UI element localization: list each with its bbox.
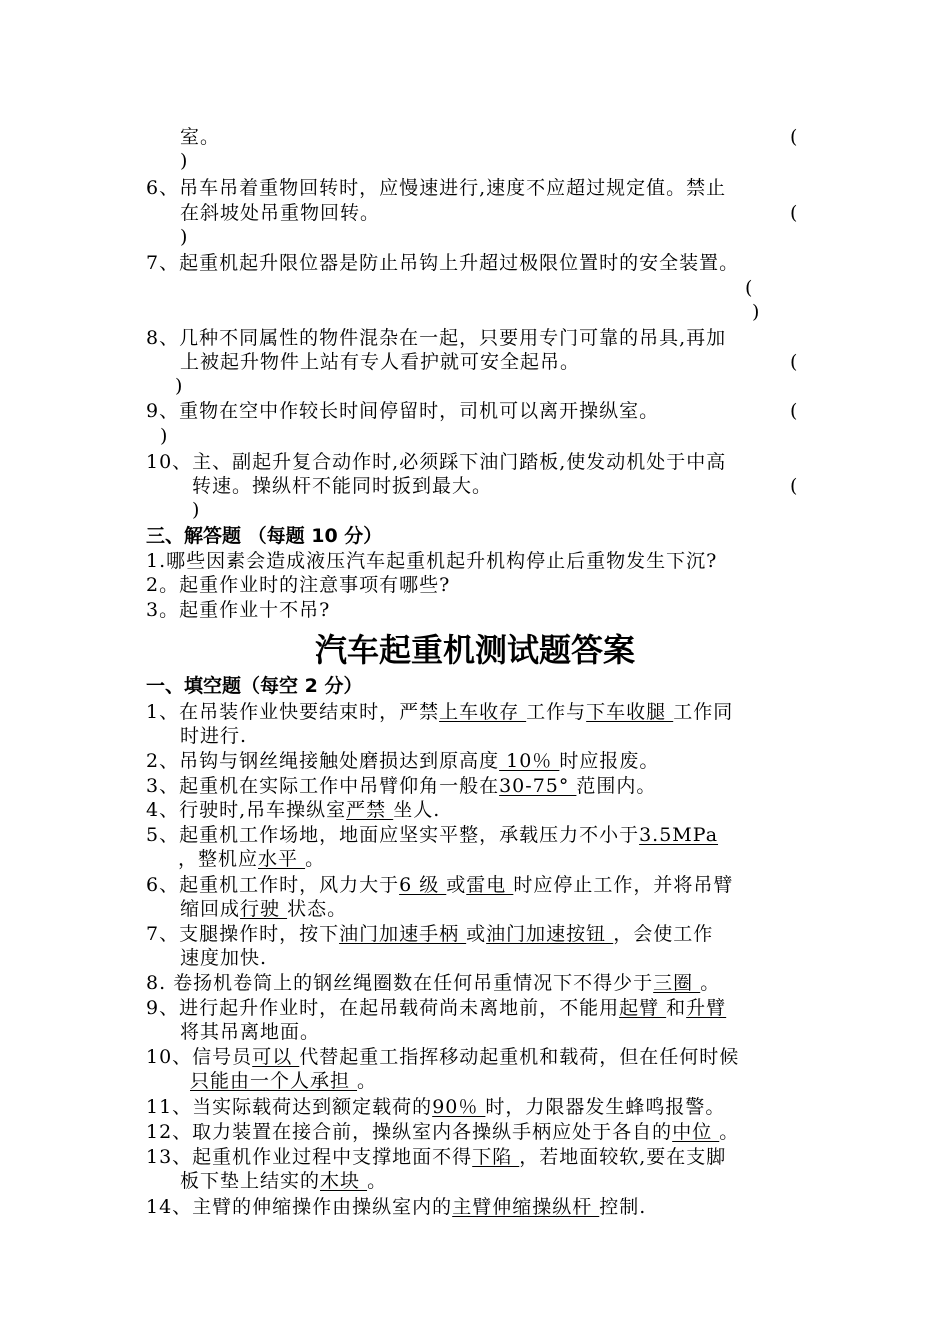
answer-13-line1: 13、起重机作业过程中支撑地面不得下陷 ，若地面较软,要在支脚 [146,1146,727,1168]
paren-close: ) [180,226,189,248]
q10-line1: 10、主、副起升复合动作时,必须踩下油门踏板,使发动机处于中高 [146,451,727,473]
answer-12: 12、取力装置在接合前，操纵室内各操纵手柄应处于各自的中位 。 [146,1121,740,1143]
answer-13-line2: 板下垫上结实的木块 。 [180,1170,388,1192]
paren-close: ) [180,150,189,172]
answer-blank: 油门加速手柄 [339,923,467,945]
answer-blank: 90％ [432,1096,486,1118]
q8-line1: 8、几种不同属性的物件混杂在一起，只要用专门可靠的吊具,再加 [146,327,727,349]
answer-9-line2: 将其吊离地面。 [180,1021,321,1043]
q5-tail: 室。 [180,126,221,148]
answer-blank: 木块 [320,1170,368,1192]
answers-heading: 一、填空题（每空 2 分） [146,675,363,697]
answer-blank: 30-75° [499,775,577,797]
q6-line2: 在斜坡处吊重物回转。 [180,202,381,224]
answer-2: 2、吊钩与钢丝绳接触处磨损达到原高度 10％ 时应报废。 [146,750,660,772]
answer-1-line2: 时进行. [180,725,248,747]
answer-4: 4、行驶时,吊车操纵室严禁 坐人. [146,799,441,821]
section3-q3: 3。起重作业十不吊? [146,599,331,621]
answer-blank: 3.5MPa [639,824,719,846]
answer-blank: 主臂伸缩操纵杆 [452,1196,600,1218]
answer-blank: 上车收存 [439,701,527,723]
answer-9-line1: 9、进行起升作业时，在起吊载荷尚未离地前，不能用起臂 和升臂 [146,997,727,1019]
paren-open: ( [790,351,799,373]
answer-6-line1: 6、起重机工作时，风力大于6 级 或雷电 时应停止工作，并将吊臂 [146,874,734,896]
paren-open: ( [790,126,799,148]
answer-blank: 中位 [672,1121,720,1143]
answer-10-line2: 只能由一个人承担 。 [190,1070,378,1092]
answer-blank: 雷电 [466,874,514,896]
answer-7-line2: 速度加快. [180,947,268,969]
section3-q1: 1.哪些因素会造成液压汽车起重机起升机构停止后重物发生下沉? [146,550,718,572]
answer-blank: 6 级 [399,874,447,896]
answer-blank: 可以 [252,1046,300,1068]
answer-5-line1: 5、起重机工作场地，地面应坚实平整，承载压力不小于3.5MPa [146,824,719,846]
q8-line2: 上被起升物件上站有专人看护就可安全起吊。 [180,351,581,373]
answer-blank: 下陷 [472,1146,520,1168]
answer-blank: 三圈 [653,972,701,994]
answer-5-line2: ，整机应水平 。 [178,848,326,870]
answer-blank: 升臂 [686,997,727,1019]
section3-q2: 2。起重作业时的注意事项有哪些? [146,574,451,596]
q10-line2: 转速。操纵杆不能同时扳到最大。 [192,475,493,497]
q7-line1: 7、起重机起升限位器是防止吊钩上升超过极限位置时的安全装置。 [146,252,740,274]
answer-blank: 起臂 [619,997,667,1019]
paren-open: ( [790,400,799,422]
paren-close: ) [175,375,184,397]
answer-14: 14、主臂的伸缩操作由操纵室内的主臂伸缩操纵杆 控制. [146,1196,647,1218]
answer-blank: 油门加速按钮 [486,923,614,945]
answer-10-line1: 10、信号员可以 代替起重工指挥移动起重机和载荷，但在任何时候 [146,1046,740,1068]
answer-blank: 下车收腿 [586,701,674,723]
paren-close: ) [752,301,761,323]
paren-close: ) [192,499,201,521]
answer-1-line1: 1、在吊装作业快要结束时，严禁上车收存 工作与下车收腿 工作同 [146,701,734,723]
answer-blank: 严禁 [346,799,394,821]
section3-heading: 三、解答题 （每题 10 分） [146,525,383,547]
paren-open: ( [790,202,799,224]
answer-8: 8. 卷扬机卷筒上的钢丝绳圈数在任何吊重情况下不得少于三圈 。 [146,972,721,994]
answer-blank: 10％ [499,750,560,772]
answer-blank: 只能由一个人承担 [190,1070,358,1092]
q6-line1: 6、吊车吊着重物回转时，应慢速进行,速度不应超过规定值。禁止 [146,177,727,199]
answer-11: 11、当实际载荷达到额定载荷的90％ 时，力限器发生蜂鸣报警。 [146,1096,726,1118]
answer-3: 3、起重机在实际工作中吊臂仰角一般在30-75° 范围内。 [146,775,657,797]
answer-7-line1: 7、支腿操作时，按下油门加速手柄 或油门加速按钮 ，会使工作 [146,923,714,945]
paren-open: ( [745,277,754,299]
answer-6-line2: 缩回成行驶 状态。 [180,898,348,920]
answer-blank: 水平 [258,848,306,870]
q9-line1: 9、重物在空中作较长时间停留时，司机可以离开操纵室。 [146,400,660,422]
paren-open: ( [790,475,799,497]
answer-blank: 行驶 [240,898,288,920]
paren-close: ) [160,425,169,447]
answers-title: 汽车起重机测试题答案 [314,631,635,669]
